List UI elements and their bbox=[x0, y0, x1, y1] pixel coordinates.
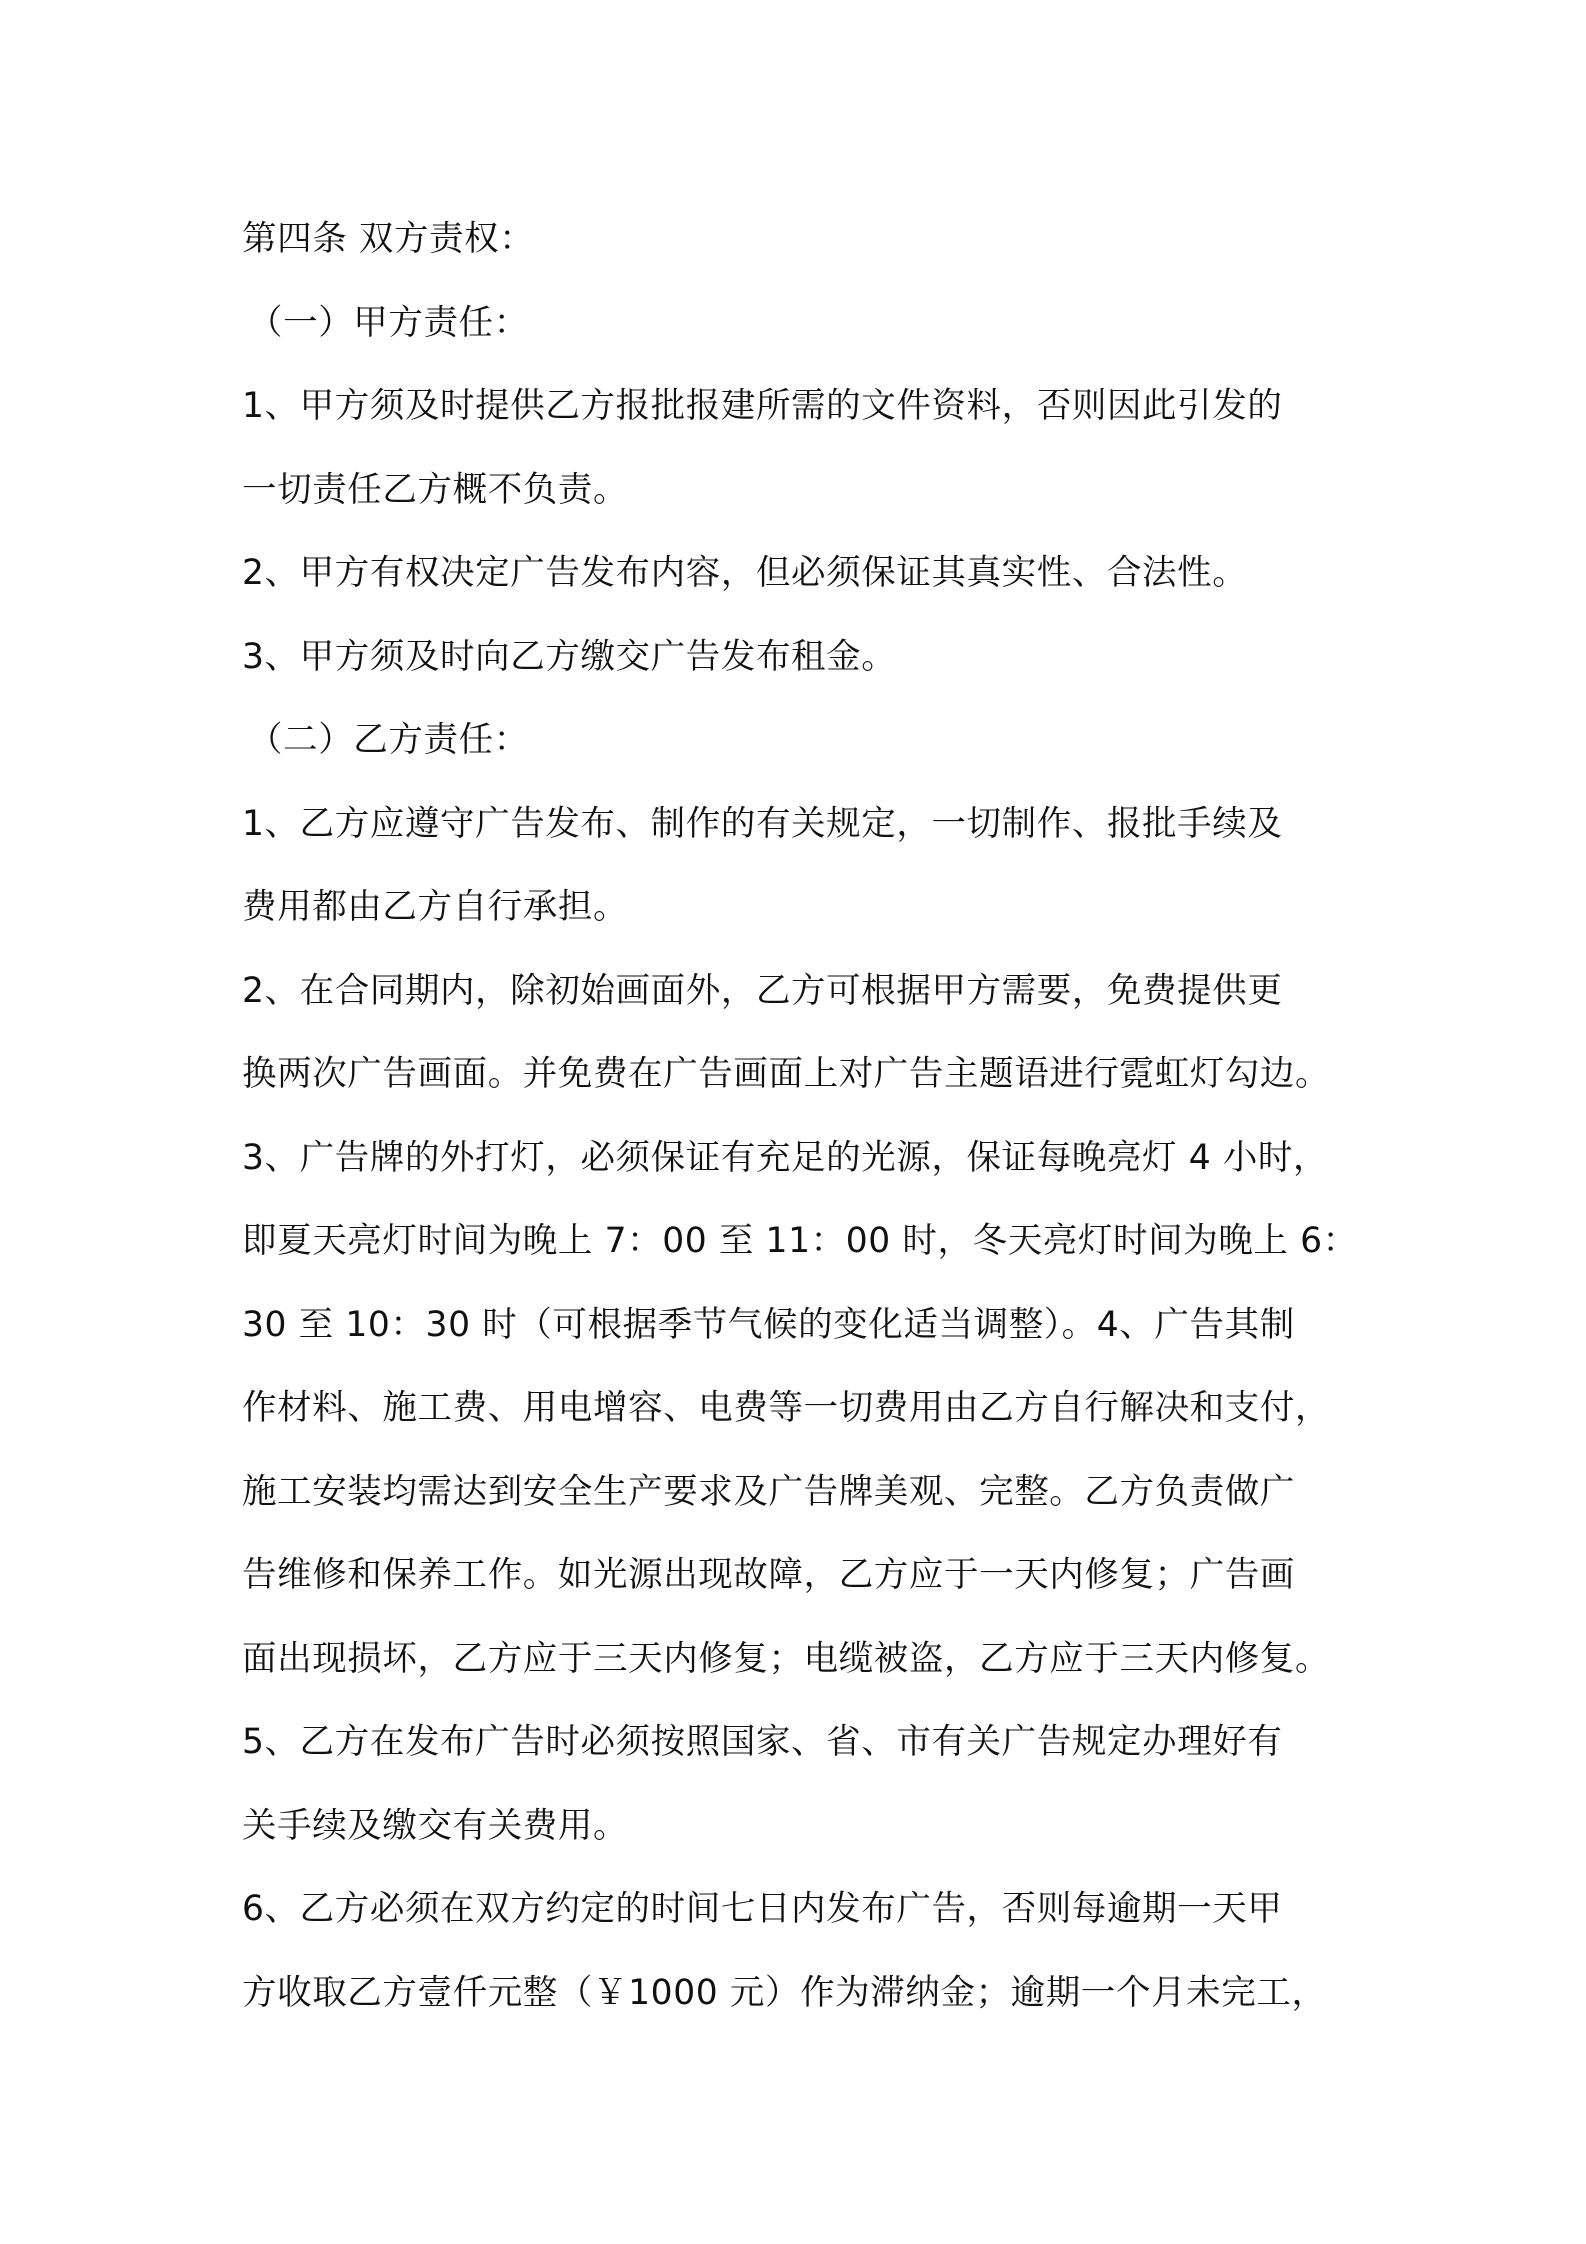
text-line: 施工安装均需达到安全生产要求及广告牌美观、完整。乙方负责做广 bbox=[242, 1471, 1295, 1512]
text-line: 作材料、施工费、用电增容、电费等一切费用由乙方自行解决和支付， bbox=[242, 1388, 1331, 1428]
section-heading-party-b: （二）乙方责任： bbox=[248, 720, 529, 760]
text-line: 3、甲方须及时向乙方缴交广告发布租金。 bbox=[242, 636, 897, 677]
text-line: 告维修和保养工作。如光源出现故障，乙方应于一天内修复；广告画 bbox=[242, 1555, 1295, 1595]
article-heading: 第四条 双方责权： bbox=[242, 219, 535, 259]
section-heading-party-a: （一）甲方责任： bbox=[248, 302, 529, 343]
text-line: 费用都由乙方自行承担。 bbox=[242, 887, 629, 927]
text-line: 换两次广告画面。并免费在广告画面上对广告主题语进行霓虹灯勾边。 bbox=[242, 1054, 1331, 1094]
text-line: 即夏天亮灯时间为晚上 7：00 至 11：00 时，冬天亮灯时间为晚上 6： bbox=[242, 1221, 1358, 1261]
text-line: 5、乙方在发布广告时必须按照国家、省、市有关广告规定办理好有 bbox=[242, 1722, 1283, 1762]
text-line: 面出现损坏，乙方应于三天内修复；电缆被盗，乙方应于三天内修复。 bbox=[242, 1638, 1331, 1679]
text-line: 2、甲方有权决定广告发布内容，但必须保证其真实性、合法性。 bbox=[242, 553, 1248, 593]
text-line: 方收取乙方壹仟元整（￥1000 元）作为滞纳金；逾期一个月未完工， bbox=[242, 1972, 1327, 2013]
text-line: 3、广告牌的外打灯，必须保证有充足的光源，保证每晚亮灯 4 小时， bbox=[242, 1137, 1329, 1178]
text-line: 1、乙方应遵守广告发布、制作的有关规定，一切制作、报批手续及 bbox=[242, 803, 1283, 844]
text-line: 2、在合同期内，除初始画面外，乙方可根据甲方需要，免费提供更 bbox=[242, 970, 1283, 1011]
text-line: 1、甲方须及时提供乙方报批报建所需的文件资料，否则因此引发的 bbox=[242, 386, 1283, 426]
text-line: 6、乙方必须在双方约定的时间七日内发布广告，否则每逾期一天甲 bbox=[242, 1889, 1283, 1929]
text-line: 30 至 10：30 时（可根据季节气候的变化适当调整）。4、广告其制 bbox=[242, 1304, 1295, 1345]
text-line: 一切责任乙方概不负责。 bbox=[242, 469, 629, 510]
contract-text-block bbox=[242, 198, 1372, 2035]
text-line: 关手续及缴交有关费用。 bbox=[242, 1805, 629, 1846]
